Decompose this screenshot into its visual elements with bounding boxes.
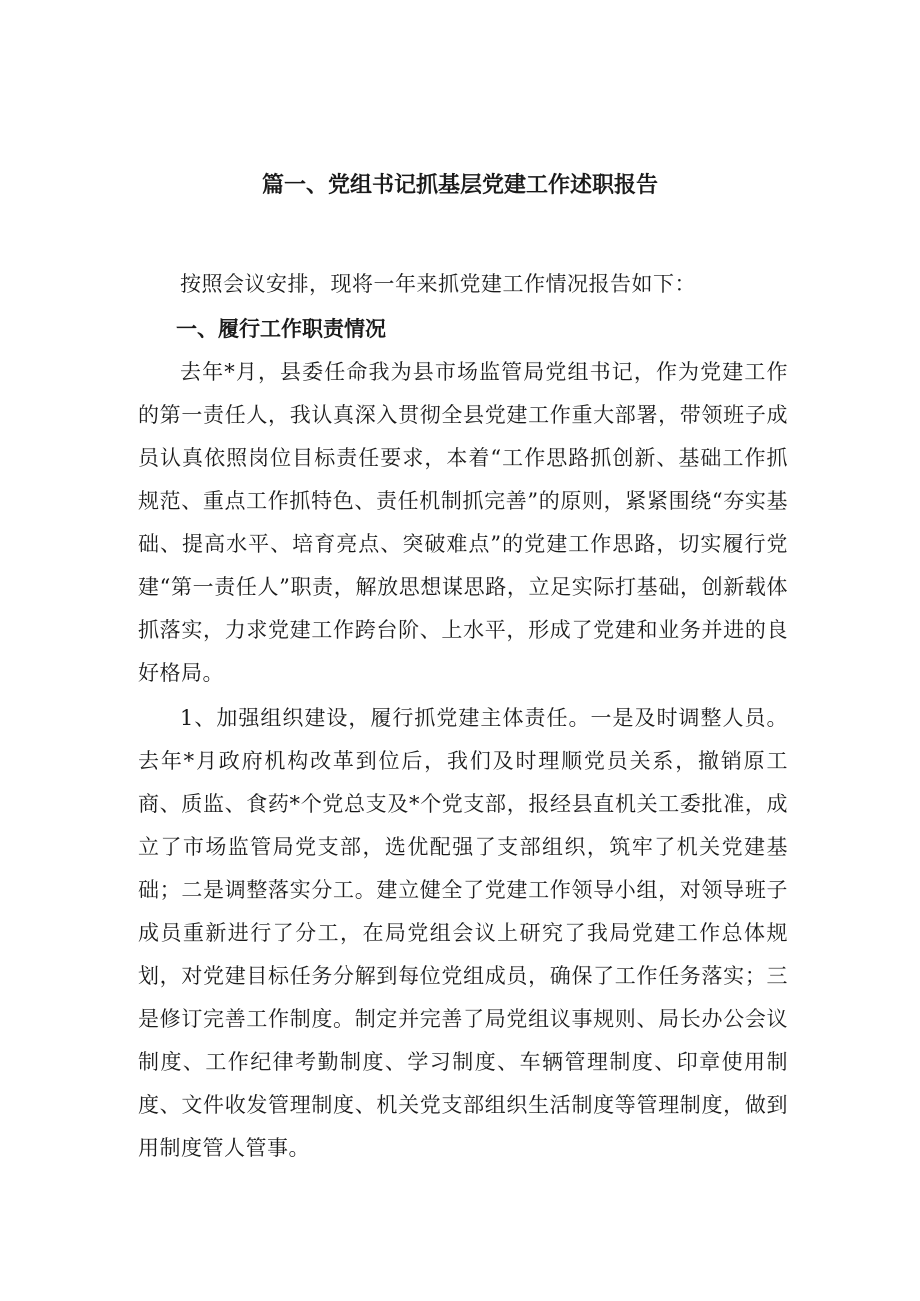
intro-paragraph: 按照会议安排，现将一年来抓党建工作情况报告如下： bbox=[180, 272, 696, 296]
section-heading: 一、履行工作职责情况 bbox=[176, 317, 386, 341]
body-paragraph-1: 去年*月，县委任命我为县市场监管局党组书记，作为党建工作的第一责任人，我认真深入贯彻全县党建工作重大部署，带领班子成员认真依照岗位目标责任要求，本着“工作思路抓创新、基础工作抓规范、重点工作抓特色、责任机制抓完善”的原则，紧紧围绕“夯实基础、提高水平、培育亮点、突破难点”的党建工作思路，切实履行党建“第一责任人”职责，解放思想谋思路，立足实际打基础，创新载体抓落实，力求党建工作跨台阶、上水平，形成了党建和业务并进的良好格局。 bbox=[138, 360, 788, 685]
document-title: 篇一、党组书记抓基层党建工作述职报告 bbox=[261, 173, 658, 198]
body-paragraph-2: 1、加强组织建设，履行抓党建主体责任。一是及时调整人员。去年*月政府机构改革到位后，我们及时理顺党员关系，撤销原工商、质监、食药*个党总支及*个党支部，报经县直机关工委批准，成立了市场监管局党支部，选优配强了支部组织，筑牢了机关党建基础；二是调整落实分工。建立健全了党建工作领导小组，对领导班子成员重新进行了分工，在局党组会议上研究了我局党建工作总体规划，对党建目标任务分解到每位党组成员，确保了工作任务落实；三是修订完善工作制度。制定并完善了局党组议事规则、局长办公会议制度、工作纪律考勤制度、学习制度、车辆管理制度、印章使用制度、文件收发管理制度、机关党支部组织生活制度等管理制度，做到用制度管人管事。 bbox=[138, 706, 788, 1160]
